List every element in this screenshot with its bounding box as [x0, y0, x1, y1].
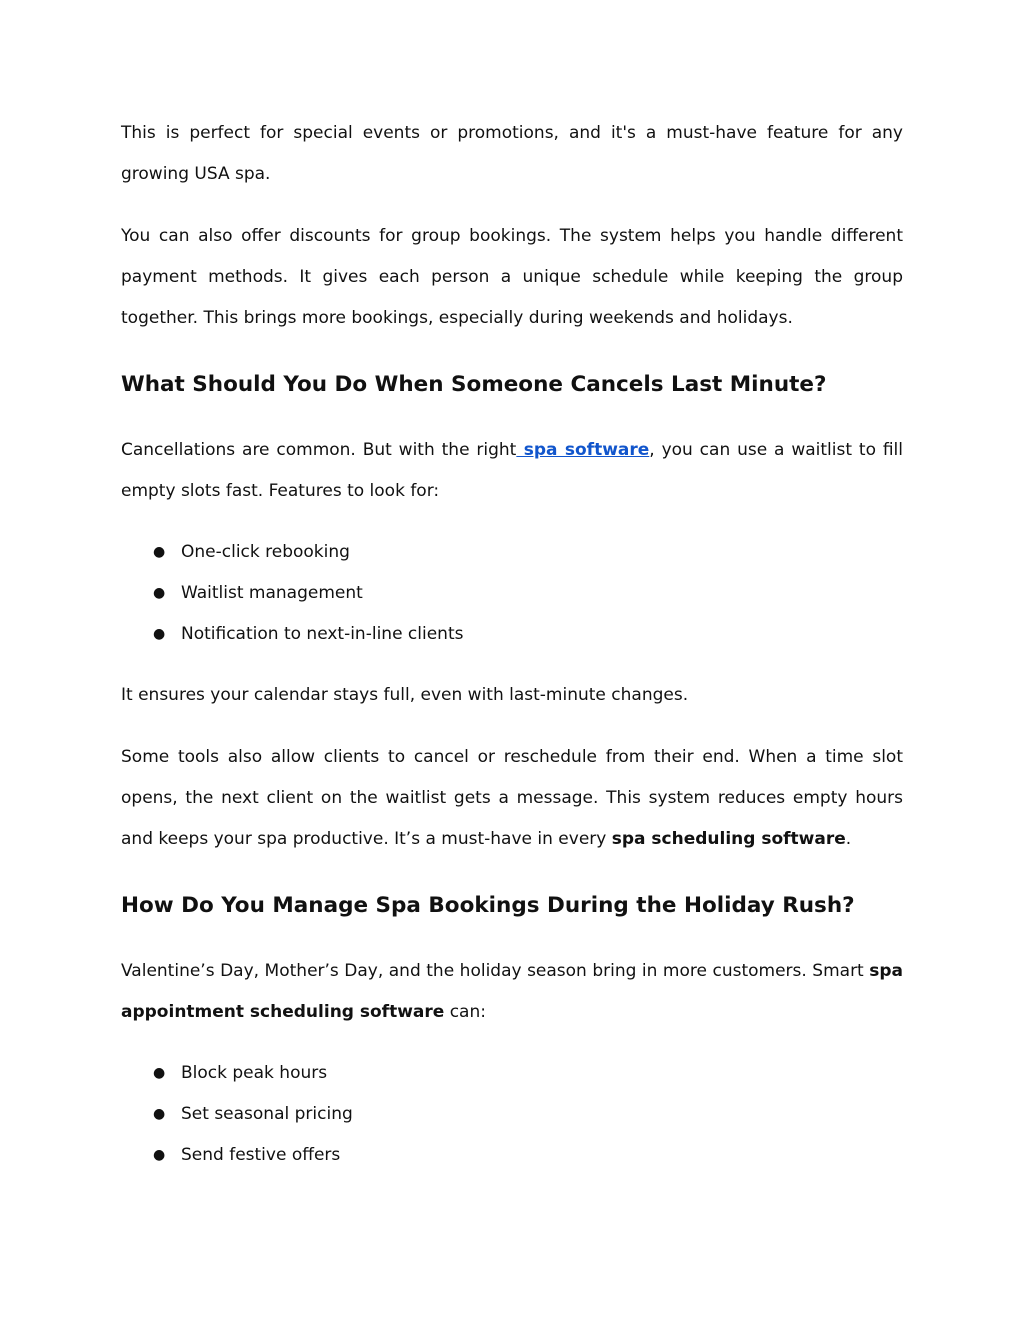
list-item [121, 573, 903, 614]
paragraph-cancellations-text-after: , you can use a waitlist to fill empty slots fast. Features to look for: [121, 440, 903, 501]
list-item [121, 1053, 903, 1094]
bold-spa-appointment-scheduling-software: spa appointment scheduling software [121, 961, 903, 1022]
bullet-icon: ● [153, 626, 166, 642]
paragraph-holiday [121, 951, 903, 1033]
paragraph-group-bookings: You can also offer discounts for group bookings. The system helps you handle different payment methods. It gives each person a unique schedule while keeping the group together. This brings more bookings, especially during weekends and holidays. [121, 226, 903, 328]
paragraph-cancellations [121, 430, 903, 512]
list-item [121, 614, 903, 655]
paragraph-reschedule-text-before: Some tools also allow clients to cancel or reschedule from their end. When a time slot opens, the next client on the waitlist gets a message. This system reduces empty hours and keeps your spa productive. It’s a must-have in every [121, 747, 903, 849]
list-item-label: Set seasonal pricing [181, 1104, 353, 1124]
features-list [121, 532, 903, 655]
paragraph-holiday-text-after: can: [444, 1002, 486, 1022]
bullet-icon: ● [153, 1106, 166, 1122]
list-item [121, 532, 903, 573]
list-item [121, 1135, 903, 1176]
bullet-icon: ● [153, 544, 166, 560]
paragraph-reschedule-text-after: . [845, 829, 852, 849]
heading-cancellations: What Should You Do When Someone Cancels Last Minute? [121, 372, 827, 397]
paragraph-reschedule [121, 737, 903, 860]
paragraph-holiday-text-before: Valentine’s Day, Mother’s Day, and the holiday season bring in more customers. Smart [121, 961, 870, 981]
bullet-icon: ● [153, 585, 166, 601]
bold-spa-scheduling-software: spa scheduling software [611, 829, 846, 849]
list-item-label: Send festive offers [181, 1145, 341, 1165]
spa-software-link[interactable]: spa software [516, 440, 650, 460]
paragraph-cancellations-text-before: Cancellations are common. But with the right [121, 440, 517, 460]
paragraph-calendar-full: It ensures your calendar stays full, even with last-minute changes. [121, 685, 689, 705]
bullet-icon: ● [153, 1147, 166, 1163]
list-item-label: Block peak hours [181, 1063, 328, 1083]
bullet-icon: ● [153, 1065, 166, 1081]
list-item-label: Waitlist management [181, 583, 363, 603]
paragraph-promotions: This is perfect for special events or promotions, and it's a must-have feature for any growing USA spa. [121, 123, 903, 184]
heading-holiday-rush: How Do You Manage Spa Bookings During the Holiday Rush? [121, 893, 855, 918]
list-item-label: One-click rebooking [181, 542, 350, 562]
list-item [121, 1094, 903, 1135]
holiday-features-list [121, 1053, 903, 1176]
list-item-label: Notification to next-in-line clients [181, 624, 464, 644]
